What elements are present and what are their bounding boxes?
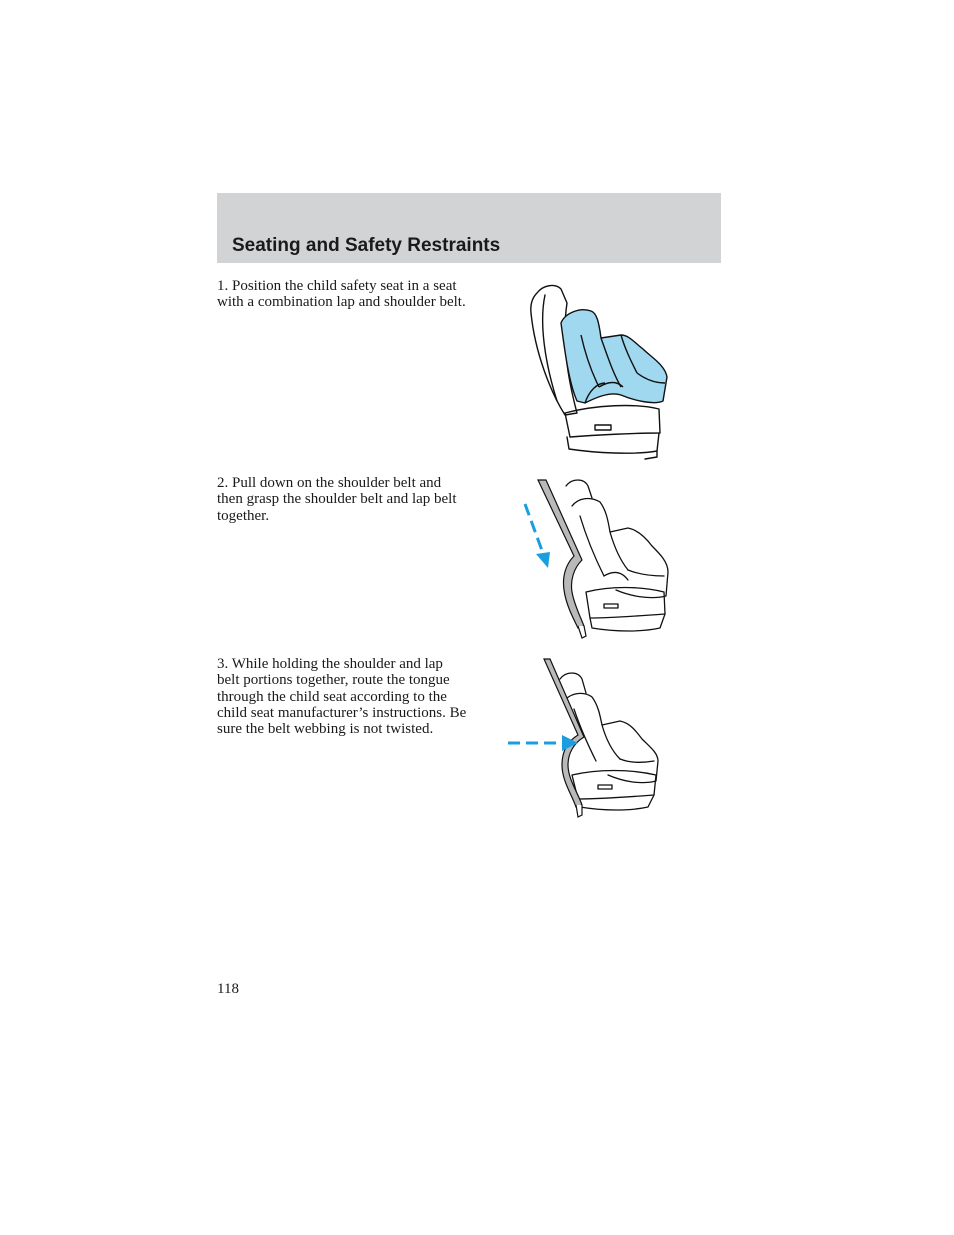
child-seat-fill bbox=[561, 310, 667, 403]
page-number: 118 bbox=[217, 981, 239, 997]
child-seat-shape bbox=[561, 310, 667, 403]
child-seat-in-vehicle-seat-illustration bbox=[525, 283, 670, 461]
section-header bbox=[217, 193, 721, 263]
route-tongue-illustration bbox=[506, 657, 666, 822]
pull-shoulder-belt-illustration bbox=[520, 476, 672, 641]
pull-down-arrow bbox=[525, 504, 550, 568]
lap-shoulder-belt bbox=[544, 659, 584, 807]
section-title: Seating and Safety Restraints bbox=[232, 235, 501, 256]
step-2-text: 2. Pull down on the shoulder belt and then grasp the shoulder belt and lap belt together. bbox=[217, 475, 457, 524]
step-1-text: 1. Position the child safety seat in a seat with a combination lap and shoulder belt. bbox=[217, 278, 466, 311]
step-3-text: 3. While holding the shoulder and lap belt portions together, route the tongue through the child seat according to the child seat manufacturer’s instructions. Be sure the belt webbing is not twisted. bbox=[217, 656, 467, 738]
